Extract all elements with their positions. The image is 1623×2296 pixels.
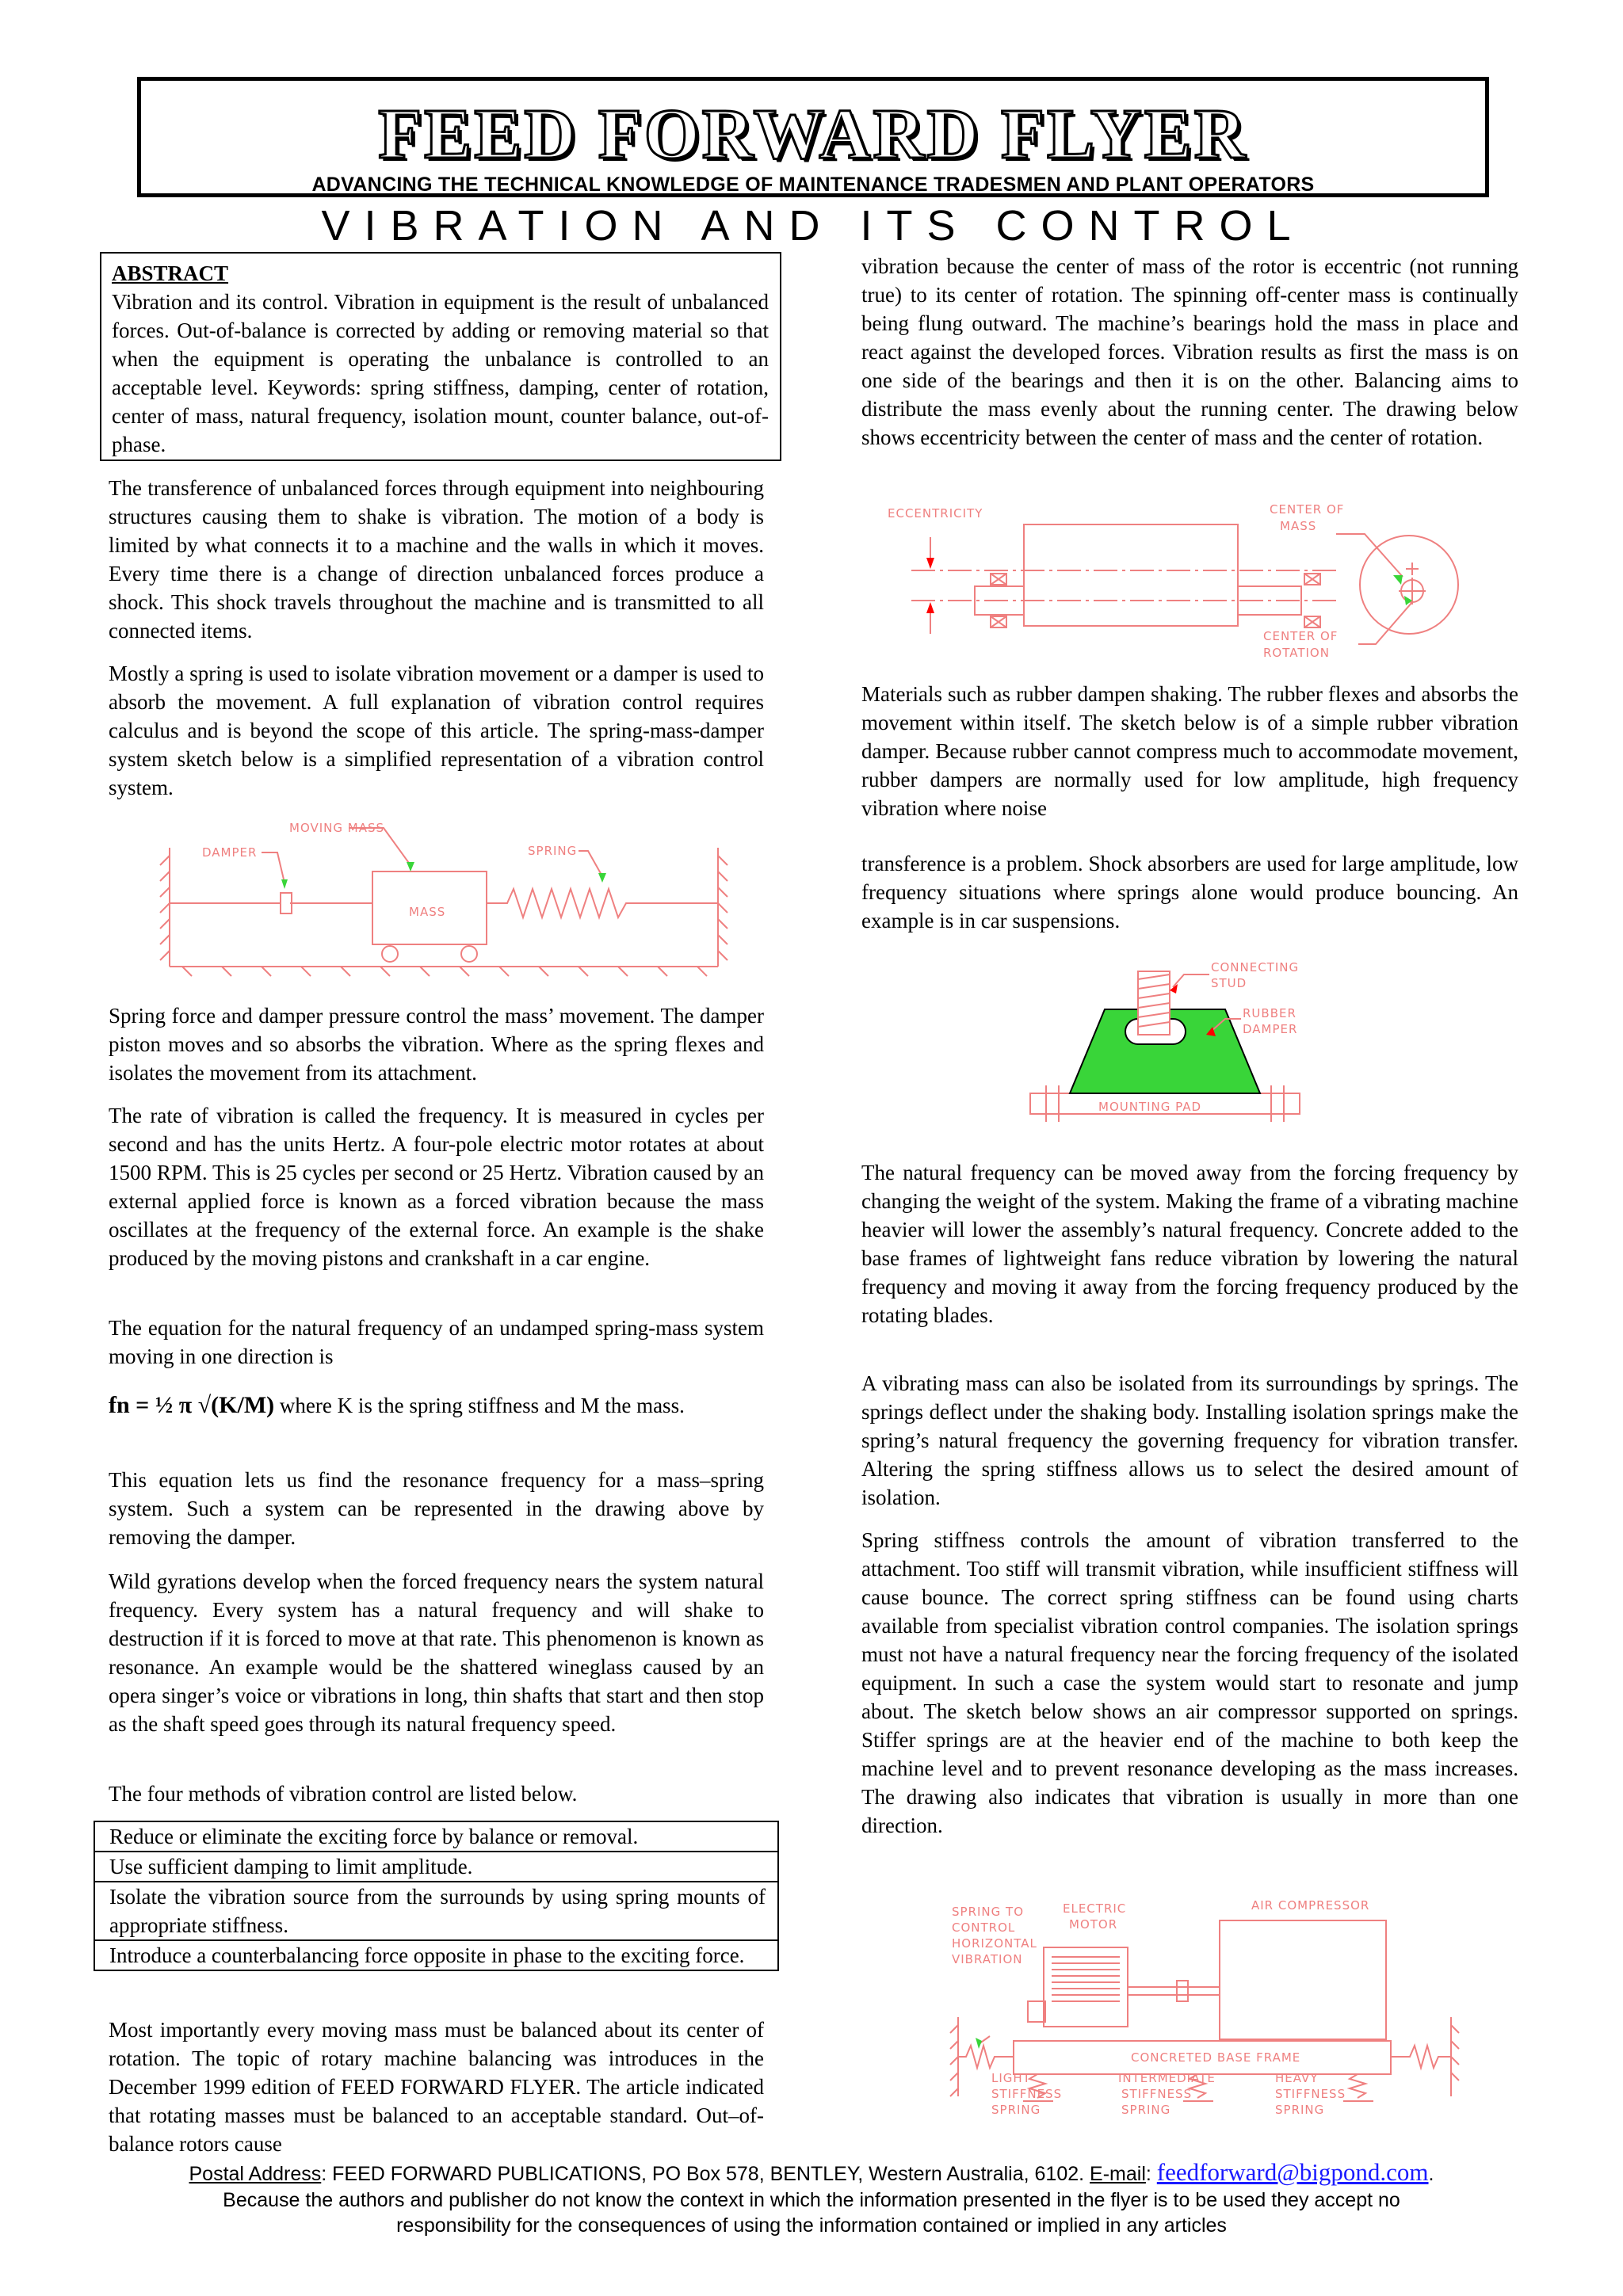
eccentricity-label: ECCENTRICITY (888, 506, 983, 521)
light-spring-label-3: SPRING (991, 2103, 1041, 2117)
paragraph: The rate of vibration is called the frequency. It is measured in cycles per second and has the units Hertz. A four-pole electric motor rotates at about 1500 RPM. This is 25 cycles per second or 25 Hertz. Vibration caused by an external applied force is known as a forced vibration because the mass oscillates at the frequency of the external force. An example is the shake produced by the moving pistons and crankshaft in a car engine. (109, 1104, 764, 1270)
abstract-box (100, 252, 781, 461)
email-label: E-mail (1090, 2163, 1146, 2185)
base-frame-label: CONCRETED BASE FRAME (1131, 2050, 1301, 2065)
spring-to-control-label-4: VIBRATION (952, 1952, 1023, 1966)
heavy-spring-label-2: STIFFNESS (1275, 2087, 1346, 2101)
center-of-mass-label: CENTER OF (1270, 502, 1345, 517)
heavy-spring-label: HEAVY (1275, 2071, 1319, 2085)
paragraph: The natural frequency can be moved away from the forcing frequency by changing the weight of the system. Making the frame of a vibrating machine heavier will lower the assembly’s natural frequency. Concrete added to the base frames of lightweight fans reduce vibration by lowering the natural frequency and moving it away from the forcing frequency produced by the rotating blades. (861, 1161, 1518, 1327)
center-of-rotation-label-2: ROTATION (1263, 646, 1330, 660)
spring-to-control-label-2: CONTROL (952, 1920, 1016, 1935)
mounting-pad-label: MOUNTING PAD (1098, 1100, 1202, 1114)
air-compressor-diagram (947, 1898, 1462, 2120)
mass-label: MASS (409, 905, 446, 919)
paragraph: transference is a problem. Shock absorbers are used for large amplitude, low frequency situations where springs alone would produce bouncing. An example is in car suspensions. (861, 852, 1518, 933)
center-of-rotation-label: CENTER OF (1263, 629, 1338, 643)
article-headline: VIBRATION AND ITS CONTROL (321, 202, 1305, 250)
paragraph: Wild gyrations develop when the forced frequency nears the system natural frequency. Every system has a natural frequency and will shake to destruction if it is forced to move at that rate. This phenomenon is known as resonance. An example would be the shattered wineglass caused by an opera singer’s voice or vibrations in long, thin shafts that start and then stop as the shaft speed goes through its natural frequency speed. (109, 1569, 764, 1736)
spring-label: SPRING (528, 844, 578, 858)
air-compressor-label: AIR COMPRESSOR (1251, 1898, 1370, 1913)
masthead (137, 77, 1489, 197)
disclaimer-line-1: Because the authors and publisher do not know the context in which the information presented in the flyer is to be used they accept no (223, 2189, 1400, 2211)
publication-title: FEED FORWARD FLYER (378, 95, 1248, 174)
eccentricity-diagram (880, 498, 1466, 664)
paragraph: This equation lets us find the resonance frequency for a mass–spring system. Such a system can be represented in the drawing above by removing the damper. (109, 1468, 764, 1549)
electric-motor-label-2: MOTOR (1069, 1917, 1118, 1932)
intermediate-spring-label-2: STIFFNESS (1121, 2087, 1193, 2101)
center-of-mass-label-2: MASS (1280, 519, 1317, 533)
rubber-damper-label-2: DAMPER (1243, 1022, 1298, 1036)
paragraph: vibration because the center of mass of the rotor is eccentric (not running true) to its center of rotation. The spinning off-center mass is continually being flung outward. The machine’s bearings hold the mass in place and react against the developed forces. Vibration results as first the mass is on one side of the bearings and then it is on the other. Balancing aims to distribute the mass evenly about the running center. The drawing below shows eccentricity between the center of mass and the center of rotation. (861, 254, 1518, 449)
rubber-damper-label: RUBBER (1243, 1006, 1296, 1020)
moving-mass-label: MOVING MASS (289, 821, 385, 835)
rubber-damper-diagram (1022, 959, 1355, 1133)
formula-paragraph (109, 1391, 764, 1420)
paragraph: Spring force and damper pressure control the mass’ movement. The damper piston moves and so absorbs the vibration. Where as the spring flexes and isolates the movement from its attachment. (109, 1004, 764, 1085)
spring-to-control-label-3: HORIZONTAL (952, 1936, 1037, 1951)
paragraph: Spring stiffness controls the amount of vibration transferred to the attachment. Too stiff will transmit vibration, while insufficient stiffness will cause bounce. The correct spring stiffness can be found using charts available from specialist vibration control companies. The isolation springs must not have a natural frequency near the forcing frequency of the isolated equipment. In such a case the system would start to resonate and jump about. The sketch below shows an air compressor supported on springs. Stiffer springs are at the heavier end of the machine to both keep the machine level and to prevent resonance developing as the mass increases. The drawing also indicates that vibration is usually in more than one direction. (861, 1528, 1518, 1837)
paragraph: Materials such as rubber dampen shaking. The rubber flexes and absorbs the movement within itself. The sketch below is of a simple rubber vibration damper. Because rubber cannot compress much to accommodate movement, rubber dampers are normally used for low amplitude, high frequency vibration where noise (861, 682, 1518, 820)
light-spring-label: LIGHT (991, 2071, 1031, 2085)
postal-address: : FEED FORWARD PUBLICATIONS, PO Box 578, BENTLEY, Western Australia, 6102. (321, 2163, 1090, 2185)
light-spring-label-2: STIFFNESS (991, 2087, 1063, 2101)
spring-to-control-label: SPRING TO (952, 1905, 1024, 1919)
abstract-text: Vibration and its control. Vibration in equipment is the result of unbalanced forces. Out-of-balance is corrected by adding or removing material so that when the equipment is operating the unbalance is controlled to an acceptable level. Keywords: spring stiffness, damping, center of rotation, center of mass, natural frequency, isolation mount, counter balance, out-of-phase. (112, 290, 769, 456)
table-row: Use sufficient damping to limit amplitude. (95, 1852, 777, 1882)
postal-address-label: Postal Address (189, 2163, 322, 2185)
paragraph: The transference of unbalanced forces through equipment into neighbouring structures causing them to shake is vibration. The motion of a body is limited by what connects it to a machine and the walls in which it moves. Every time there is a change of direction unbalanced forces produce a shock. This shock travels throughout the machine and is transmitted to all connected items. (109, 476, 764, 643)
formula-text: where K is the spring stiffness and M the mass. (274, 1394, 685, 1417)
email-link[interactable]: feedforward@bigpond.com (1156, 2158, 1429, 2186)
postal-address-line: Postal Address: FEED FORWARD PUBLICATIONS, PO Box 578, BENTLEY, Western Australia, 6102. E-mail: feedforward@bigpond.com. (189, 2158, 1434, 2186)
publication-tagline: ADVANCING THE TECHNICAL KNOWLEDGE OF MAINTENANCE TRADESMEN AND PLANT OPERATORS (311, 174, 1315, 196)
table-row: Reduce or eliminate the exciting force by balance or removal. (95, 1822, 777, 1852)
damper-label: DAMPER (202, 845, 258, 860)
intermediate-spring-label-3: SPRING (1121, 2103, 1171, 2117)
paragraph: The equation for the natural frequency of an undamped spring-mass system moving in one direction is (109, 1316, 764, 1368)
heavy-spring-label-3: SPRING (1275, 2103, 1325, 2117)
table-row: Isolate the vibration source from the surrounds by using spring mounts of appropriate stiffness. (95, 1882, 777, 1941)
connecting-stud-label: CONNECTING (1211, 960, 1300, 974)
paragraph: A vibrating mass can also be isolated from its surroundings by springs. The springs deflect under the shaking body. Installing isolation springs make the spring’s natural frequency the governing frequency for vibration transfer. Altering the spring stiffness allows us to select the desired amount of isolation. (861, 1371, 1518, 1509)
intermediate-spring-label: INTERMEDIATE (1118, 2071, 1216, 2085)
connecting-stud-label-2: STUD (1211, 976, 1247, 990)
natural-frequency-formula: fn = ½ π √(K/M) (109, 1392, 275, 1418)
paragraph: Mostly a spring is used to isolate vibration movement or a damper is used to absorb the movement. A full explanation of vibration control requires calculus and is beyond the scope of this article. The spring-mass-damper system sketch below is a simplified representation of a vibration control system. (109, 662, 764, 799)
spring-mass-damper-diagram (158, 816, 737, 982)
table-row: Introduce a counterbalancing force opposite in phase to the exciting force. (109, 1943, 745, 1967)
vibration-control-methods-table (94, 1821, 779, 1971)
disclaimer-line-2: responsibility for the consequences of using the information contained or implied in any articles (396, 2214, 1227, 2237)
paragraph: The four methods of vibration control are listed below. (109, 1782, 578, 1806)
paragraph: Most importantly every moving mass must be balanced about its center of rotation. The topic of rotary machine balancing was introduces in the December 1999 edition of FEED FORWARD FLYER. The article indicated that rotating masses must be balanced to an acceptable standard. Out–of-balance rotors cause (109, 2018, 764, 2156)
footer (48, 2159, 1575, 2238)
abstract-heading: ABSTRACT (112, 261, 229, 285)
electric-motor-label: ELECTRIC (1063, 1901, 1127, 1916)
